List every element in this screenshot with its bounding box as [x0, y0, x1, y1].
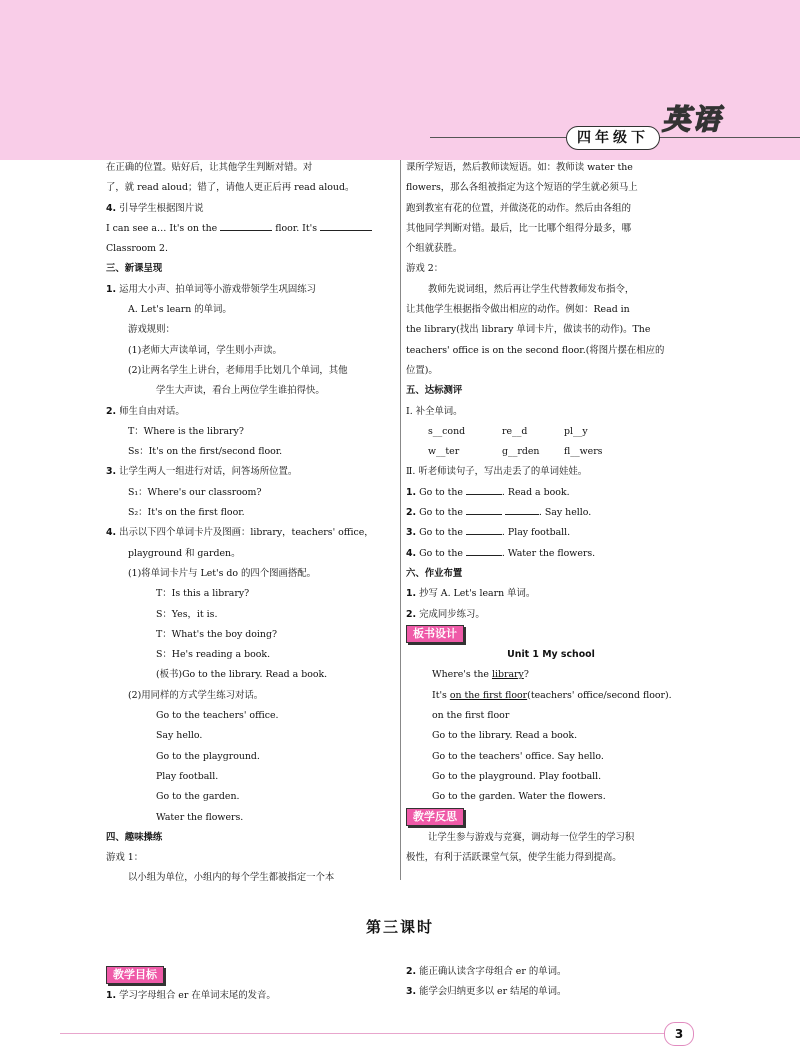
footer-rule [60, 1033, 664, 1034]
text-line: 课所学短语，然后教师读短语。如：教师读 water the [406, 162, 633, 173]
word-blank: re__d [502, 425, 528, 437]
item-number: 4. [106, 527, 117, 539]
list-item [106, 199, 388, 219]
blackboard-line [406, 686, 696, 706]
item-number: 3. [406, 986, 417, 998]
phrase-line: Go to the garden. [156, 791, 240, 803]
text-line: 学生大声读，看台上两位学生谁拍得快。 [156, 385, 325, 397]
sentence-part: ? [523, 669, 529, 681]
sentence-part: Where's the [432, 669, 489, 681]
underlined-word: library [491, 669, 524, 681]
text-line: 个组就获胜。 [406, 243, 463, 255]
text-line: 以小组为单位，小组内的每个学生都被指定一个本 [128, 872, 335, 884]
blackboard-line [406, 665, 696, 685]
text-line: 在正确的位置。贴好后，让其他学生判断对错。对 [106, 162, 313, 173]
item-text: 能学会归纳更多以 er 结尾的单词。 [419, 986, 567, 998]
item-number: 1. [106, 283, 117, 295]
text-line: 极性，有利于活跃课堂气氛，使学生能力得到提高。 [406, 852, 622, 864]
answer-blank [466, 484, 502, 495]
sentence-part: . Read a book. [501, 486, 570, 498]
fill-sentence [406, 544, 696, 564]
grade-label: 四年级下 [566, 126, 660, 150]
teaching-objectives-tag: 教学目标 [106, 966, 164, 984]
sentence-part: Go to the [419, 547, 463, 559]
item-text: 学习字母组合 er 在单词末尾的发音。 [119, 990, 276, 1002]
blackboard-tag-row [406, 625, 696, 645]
fill-sentence [106, 219, 388, 239]
text-line: 游戏规则： [128, 324, 175, 336]
phrase-line: Play football. [156, 770, 219, 782]
objectives-left [106, 966, 388, 1007]
dialogue-line: Ss：It's on the first/second floor. [128, 446, 283, 458]
dialogue-line: S₂：It's on the first floor. [128, 507, 245, 519]
header-rule-left [430, 137, 566, 138]
answer-blank [466, 545, 502, 556]
word-blank: fl__wers [564, 446, 603, 458]
answer-blank [466, 504, 502, 515]
teaching-reflection-tag: 教学反思 [406, 808, 464, 826]
answer-blank [320, 220, 372, 231]
dialogue-line: S：Yes，it is. [156, 608, 218, 620]
text-line: (1)将单词卡片与 Let's do 的四个图画搭配。 [128, 567, 317, 579]
sentence-part: floor. It's [275, 222, 318, 234]
list-item [106, 402, 388, 422]
list-item [106, 523, 388, 543]
list-item [406, 962, 696, 982]
item-text: 出示以下四个单词卡片及图画：library，teachers' office， [119, 527, 374, 539]
dialogue-line: T：Where is the library? [128, 425, 244, 437]
text-line: Classroom 2. [106, 243, 168, 255]
dialogue-line: (板书)Go to the library. Read a book. [156, 669, 328, 681]
word-row [406, 422, 696, 442]
word-blank: w__ter [428, 446, 460, 458]
column-divider [400, 160, 401, 880]
word-blank: pl__y [564, 425, 588, 437]
text-line: the library(找出 library 单词卡片，做读书的动作)。The [406, 324, 651, 336]
text-line: (1)老师大声读单词，学生则小声读。 [128, 344, 282, 356]
answer-blank [220, 220, 272, 231]
sentence-part: Go to the [419, 527, 463, 539]
text-line: playground 和 garden。 [128, 547, 241, 559]
text-line: A. Let's learn 的单词。 [128, 304, 232, 316]
blackboard-title: Unit 1 My school [507, 649, 595, 661]
text-line: 让其他学生根据指令做出相应的动作。例如：Read in [406, 304, 630, 316]
item-text: 抄写 A. Let's learn 单词。 [419, 588, 536, 600]
text-line: 游戏 1： [106, 852, 144, 864]
objectives-right [406, 962, 696, 1003]
item-number: 4. [106, 202, 117, 214]
section-heading: 四、趣味操练 [106, 831, 163, 843]
section-heading: 五、达标测评 [406, 385, 463, 397]
text-line: teachers' office is on the second floor.(将图片摆在相应的 [406, 344, 665, 356]
right-column [406, 158, 696, 868]
answer-blank [466, 524, 502, 535]
blackboard-design-tag: 板书设计 [406, 625, 464, 643]
sentence-part: I can see a… It's on the [106, 222, 218, 234]
blackboard-line: on the first floor [432, 710, 510, 722]
fill-sentence [406, 523, 696, 543]
text-line: Ⅱ. 听老师读句子，写出走丢了的单词娃娃。 [406, 466, 588, 478]
word-row [406, 442, 696, 462]
list-item [406, 982, 696, 1002]
item-number: 4. [406, 547, 417, 559]
text-line: (2)让两名学生上讲台，老师用手比划几个单词，其他 [128, 364, 348, 376]
fill-sentence [406, 483, 696, 503]
phrase-line: Go to the playground. [156, 750, 260, 762]
item-number: 3. [406, 527, 417, 539]
item-text: 让学生两人一组进行对话，问答场所位置。 [119, 466, 298, 478]
word-blank: s__cond [428, 425, 466, 437]
list-item [106, 462, 388, 482]
underlined-word: on the first floor [449, 689, 528, 701]
item-number: 1. [406, 588, 417, 600]
phrase-line: Go to the teachers' office. [156, 710, 279, 722]
text-line: flowers，那么各组被指定为这个短语的学生就必须马上 [406, 182, 638, 194]
dialogue-line: T：Is this a library? [156, 588, 250, 600]
fill-sentence [406, 503, 696, 523]
blackboard-line: Go to the teachers' office. Say hello. [432, 750, 604, 762]
item-text: 能正确认读含字母组合 er 的单词。 [419, 966, 567, 977]
phrase-line: Say hello. [156, 730, 203, 742]
item-text: 运用大小声、拍单词等小游戏带领学生巩固练习 [119, 283, 316, 295]
item-number: 3. [106, 466, 117, 478]
blackboard-line: Go to the garden. Water the flowers. [432, 791, 606, 803]
text-line: Ⅰ. 补全单词。 [406, 405, 463, 417]
phrase-line: Water the flowers. [156, 811, 244, 823]
item-number: 2. [406, 507, 417, 519]
list-item [406, 605, 696, 625]
page-number: 3 [664, 1022, 694, 1046]
dialogue-line: T：What's the boy doing? [156, 628, 277, 640]
blackboard-line: Go to the library. Read a book. [432, 730, 578, 742]
item-text: 完成同步练习。 [419, 608, 485, 620]
item-number: 1. [406, 486, 417, 498]
objectives-tag-row [106, 966, 388, 986]
sentence-part: . Play football. [501, 527, 571, 539]
reflection-tag-row [406, 808, 696, 828]
dialogue-line: S：He's reading a book. [156, 649, 271, 661]
item-number: 2. [106, 405, 117, 417]
text-line: 位置)。 [406, 364, 438, 376]
list-item [106, 986, 388, 1006]
text-line: 让学生参与游戏与竞赛，调动每一位学生的学习积 [428, 831, 635, 843]
text-line: 游戏 2： [406, 263, 444, 275]
sentence-part: (teachers' office/second floor). [527, 689, 672, 701]
item-text: 引导学生根据图片说 [119, 202, 204, 214]
text-line: 了，就 read aloud；错了，请他人更正后再 read aloud。 [106, 182, 355, 194]
sentence-part: . Say hello. [538, 507, 592, 519]
sentence-part: . Water the flowers. [501, 547, 596, 559]
sentence-part: Go to the [419, 486, 463, 498]
sentence-part: It's [432, 689, 447, 701]
section-heading: 六、作业布置 [406, 567, 463, 579]
sentence-part: Go to the [419, 507, 463, 519]
text-line: 其他同学判断对错。最后，比一比哪个组得分最多，哪 [406, 222, 632, 234]
word-blank: g__rden [502, 446, 540, 458]
answer-blank [505, 504, 539, 515]
list-item [106, 280, 388, 300]
dialogue-line: S₁：Where's our classroom? [128, 486, 262, 498]
lesson-title: 第三课时 [365, 918, 434, 936]
text-line: 跑到教室有花的位置，并做浇花的动作。然后由各组的 [406, 202, 632, 214]
item-number: 2. [406, 966, 417, 977]
item-number: 1. [106, 990, 117, 1002]
blackboard-line: Go to the playground. Play football. [432, 770, 602, 782]
text-line: 教师先说词组，然后再让学生代替教师发布指令， [428, 283, 635, 295]
left-column [106, 158, 388, 889]
text-line: (2)用同样的方式学生练习对话。 [128, 689, 264, 701]
item-text: 师生自由对话。 [119, 405, 185, 417]
item-number: 2. [406, 608, 417, 620]
section-heading: 三、新课呈现 [106, 263, 163, 275]
list-item [406, 584, 696, 604]
subject-logo: 英语 [662, 103, 723, 136]
